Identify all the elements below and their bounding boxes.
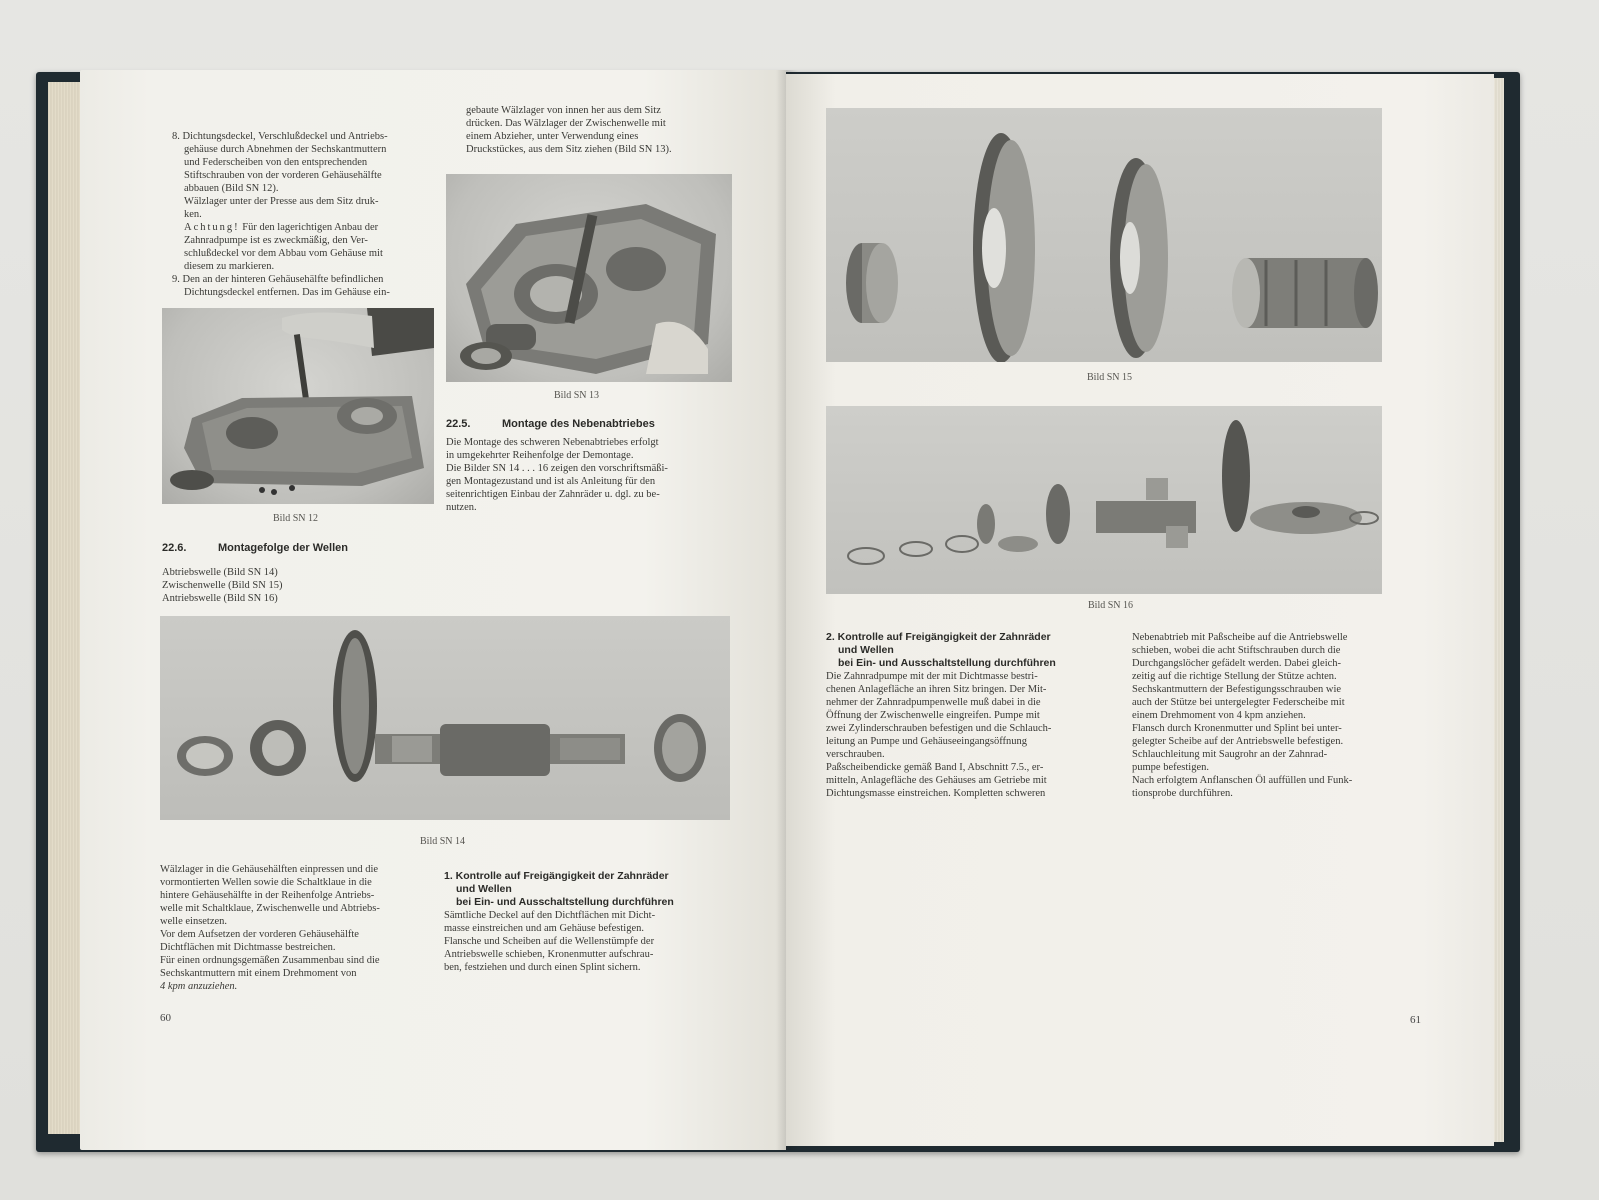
text-line: Dichtungsmasse einstreichen. Kompletten schweren bbox=[826, 788, 1046, 799]
text-line: 4 kpm anzuziehen. bbox=[160, 981, 238, 992]
text-line: 8. Dichtungsdeckel, Verschlußdeckel und Antriebs- bbox=[172, 131, 388, 142]
text-line: drücken. Das Wälzlager der Zwischenwelle mit bbox=[466, 118, 666, 129]
text-line: Flansch durch Kronenmutter und Splint bei unter- bbox=[1132, 723, 1342, 734]
right-col2-text bbox=[1132, 631, 1424, 800]
text-line: in umgekehrter Reihenfolge der Demontage. bbox=[446, 450, 634, 461]
list-item: Zwischenwelle (Bild SN 15) bbox=[162, 580, 283, 591]
photo-sn12-removal bbox=[162, 308, 434, 504]
text-line: Für einen ordnungsgemäßen Zusammenbau sind die bbox=[160, 955, 380, 966]
caption-sn12: Bild SN 12 bbox=[273, 513, 319, 524]
text-line: einem Abzieher, unter Verwendung eines bbox=[466, 131, 639, 142]
text-line: masse einstreichen und am Gehäuse befestigen. bbox=[444, 923, 645, 934]
text-line: diesem zu markieren. bbox=[184, 261, 275, 272]
text-line: abbauen (Bild SN 12). bbox=[184, 183, 279, 194]
text-line: Die Zahnradpumpe mit der mit Dichtmasse bestri- bbox=[826, 671, 1038, 682]
check-heading-line: und Wellen bbox=[456, 883, 512, 895]
section-22-6-heading bbox=[162, 542, 348, 555]
text-line: vormontierten Wellen sowie die Schaltklaue in die bbox=[160, 877, 372, 888]
text-line: Zahnradpumpe ist es zweckmäßig, den Ver- bbox=[184, 235, 368, 246]
text-line: Flansche und Scheiben auf die Wellenstümpfe der bbox=[444, 936, 655, 947]
section-title: Montage des Nebenabtriebes bbox=[502, 418, 655, 430]
photo-sn13-gearbox-housing bbox=[446, 174, 732, 382]
text-line: gelegter Scheibe auf der Antriebswelle befestigen. bbox=[1132, 736, 1344, 747]
text-line: Wälzlager in die Gehäusehälften einpressen und die bbox=[160, 864, 379, 875]
text-line: Durchgangslöcher gefädelt werden. Dabei gleich- bbox=[1132, 658, 1342, 669]
right-col1-text bbox=[826, 631, 1118, 800]
right-page bbox=[786, 74, 1494, 1146]
text-line: mitteln, Anlagefläche des Gehäuses am Getriebe mit bbox=[826, 775, 1047, 786]
check-heading-line: und Wellen bbox=[838, 644, 894, 656]
text-line: Antriebswelle schieben, Kronenmutter aufschrau- bbox=[444, 949, 654, 960]
text-line: Öffnung der Zwischenwelle eingreifen. Pumpe mit bbox=[826, 710, 1040, 721]
text-line: Die Montage des schweren Nebenabtriebes erfolgt bbox=[446, 437, 659, 448]
text-line: Sechskantmuttern der Befestigungsschrauben wie bbox=[1132, 684, 1342, 695]
list-item: Abtriebswelle (Bild SN 14) bbox=[162, 567, 278, 578]
text-line: zwei Zylinderschrauben befestigen und die Schlauch- bbox=[826, 723, 1052, 734]
section-number: 22.6. bbox=[162, 542, 187, 554]
text-line: gebaute Wälzlager von innen her aus dem Sitz bbox=[466, 105, 661, 116]
text-line: seitenrichtigen Einbau der Zahnräder u. dgl. zu be- bbox=[446, 489, 660, 500]
left-col2-text bbox=[466, 104, 738, 156]
text-line: Dichtflächen mit Dichtmasse bestreichen. bbox=[160, 942, 336, 953]
check-heading-line: 1. Kontrolle auf Freigängigkeit der Zahnräder bbox=[444, 870, 669, 882]
shaft-list bbox=[162, 566, 422, 605]
list-item: Antriebswelle (Bild SN 16) bbox=[162, 593, 278, 604]
text-line: Für den lagerichtigen Anbau der bbox=[242, 222, 379, 233]
text-line: gen Montagezustand und ist als Anleitung für den bbox=[446, 476, 656, 487]
text-line: ken. bbox=[184, 209, 202, 220]
text-line: Dichtungsdeckel entfernen. Das im Gehäuse ein- bbox=[184, 287, 390, 298]
caption-sn13: Bild SN 13 bbox=[554, 390, 600, 401]
achtung-label: Achtung! bbox=[184, 222, 240, 233]
photo-sn16-drive-shaft bbox=[826, 406, 1382, 594]
text-line: ben, festziehen und durch einen Splint sichern. bbox=[444, 962, 641, 973]
text-line: schieben, wobei die acht Stiftschrauben durch die bbox=[1132, 645, 1341, 656]
text-line: nutzen. bbox=[446, 502, 477, 513]
bottom-col1-text bbox=[160, 863, 428, 993]
left-col1-text bbox=[172, 130, 440, 299]
section-title: Montagefolge der Wellen bbox=[218, 542, 348, 554]
caption-sn14: Bild SN 14 bbox=[420, 836, 466, 847]
text-line: Nach erfolgtem Anflanschen Öl auffüllen und Funk- bbox=[1132, 775, 1353, 786]
text-line: Paßscheibendicke gemäß Band I, Abschnitt 7.5., er- bbox=[826, 762, 1044, 773]
check-heading-line: bei Ein- und Ausschaltstellung durchführen bbox=[838, 657, 1056, 669]
text-line: und Federscheiben von den entsprechenden bbox=[184, 157, 368, 168]
text-line: nehmer der Zahnradpumpenwelle muß dabei in die bbox=[826, 697, 1041, 708]
text-line: Vor dem Aufsetzen der vorderen Gehäusehälfte bbox=[160, 929, 359, 940]
text-line: welle einsetzen. bbox=[160, 916, 228, 927]
photo-sn15-intermediate-shaft bbox=[826, 108, 1382, 362]
text-line: Die Bilder SN 14 . . . 16 zeigen den vorschriftsmäßi- bbox=[446, 463, 668, 474]
text-line: gehäuse durch Abnehmen der Sechskantmuttern bbox=[184, 144, 387, 155]
text-line: einem Drehmoment von 4 kpm anziehen. bbox=[1132, 710, 1306, 721]
text-line: pumpe befestigen. bbox=[1132, 762, 1209, 773]
text-line: Nebenabtrieb mit Paßscheibe auf die Antriebswelle bbox=[1132, 632, 1348, 643]
text-line: hintere Gehäusehälfte in der Reihenfolge Antriebs- bbox=[160, 890, 375, 901]
caption-sn16: Bild SN 16 bbox=[1088, 600, 1134, 611]
text-line: 9. Den an der hinteren Gehäusehälfte befindlichen bbox=[172, 274, 384, 285]
bottom-col2-text bbox=[444, 870, 734, 974]
text-line: Sechskantmuttern mit einem Drehmoment von bbox=[160, 968, 357, 979]
page-number: 60 bbox=[160, 1012, 171, 1024]
check-heading-line: 2. Kontrolle auf Freigängigkeit der Zahnräder bbox=[826, 631, 1051, 643]
photo-sn14-output-shaft bbox=[160, 616, 730, 820]
text-line: Sämtliche Deckel auf den Dichtflächen mit Dicht- bbox=[444, 910, 656, 921]
section-22-5-body bbox=[446, 436, 736, 514]
text-line: welle mit Schaltklaue, Zwischenwelle und Abtriebs- bbox=[160, 903, 380, 914]
page-stack-left bbox=[48, 82, 82, 1134]
text-line: tionsprobe durchführen. bbox=[1132, 788, 1233, 799]
caption-sn15: Bild SN 15 bbox=[1087, 372, 1133, 383]
text-line: auch der Stütze bei untergelegter Federscheibe mit bbox=[1132, 697, 1345, 708]
left-page bbox=[80, 70, 786, 1150]
section-number: 22.5. bbox=[446, 418, 471, 430]
check-heading-line: bei Ein- und Ausschaltstellung durchführen bbox=[456, 896, 674, 908]
text-line: Stiftschrauben von der vorderen Gehäusehälfte bbox=[184, 170, 382, 181]
text-line: Schlauchleitung mit Saugrohr an der Zahnrad- bbox=[1132, 749, 1328, 760]
text-line: zeitig auf die richtige Stellung der Stütze achten. bbox=[1132, 671, 1337, 682]
text-line: Wälzlager unter der Presse aus dem Sitz druk- bbox=[184, 196, 379, 207]
text-line: leitung an Pumpe und Gehäuseeingangsöffnung bbox=[826, 736, 1028, 747]
text-line: chenen Anlagefläche an ihren Sitz bringen. Der Mit- bbox=[826, 684, 1047, 695]
text-line: Druckstückes, aus dem Sitz ziehen (Bild SN 13). bbox=[466, 144, 672, 155]
section-22-5-heading bbox=[446, 418, 655, 431]
text-line: schlußdeckel vor dem Abbau vom Gehäuse mit bbox=[184, 248, 383, 259]
text-line: verschrauben. bbox=[826, 749, 885, 760]
page-number: 61 bbox=[1410, 1014, 1421, 1026]
